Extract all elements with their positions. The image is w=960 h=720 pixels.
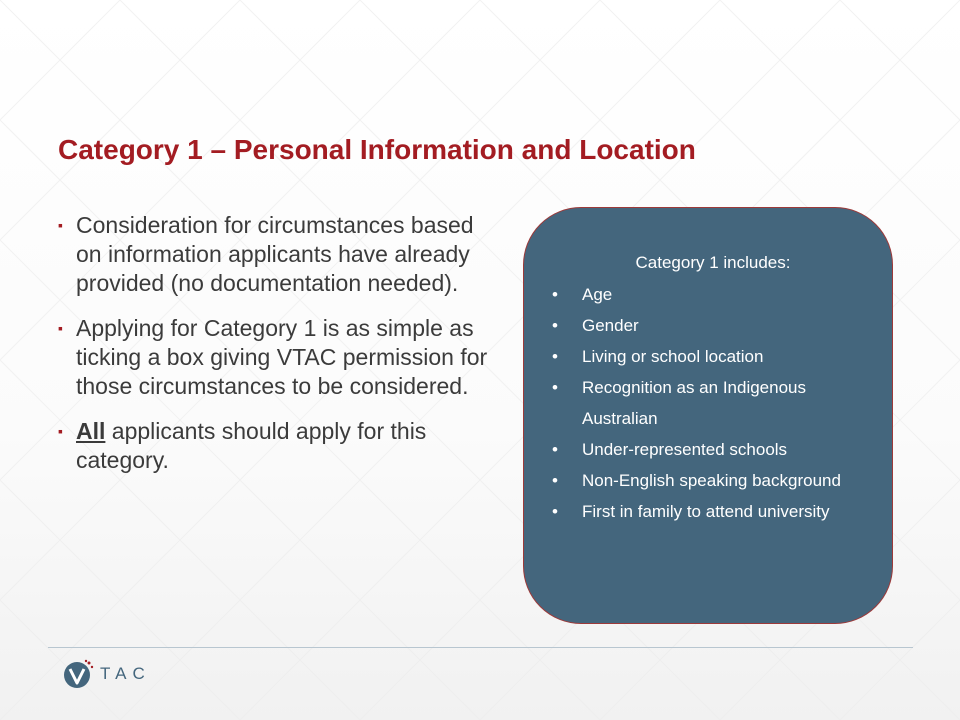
category-panel (523, 207, 893, 624)
panel-bullet: • (552, 285, 558, 304)
vtac-v-logo-icon (62, 658, 94, 690)
panel-bullet: • (552, 440, 558, 459)
bullet-text: applicants should apply for this category. (76, 418, 427, 473)
panel-list (550, 279, 868, 527)
bullet-text: Consideration for circumstances based on information applicants have already provided (no documentation needed). (76, 212, 474, 296)
panel-item-label: Recognition as an Indigenous Australian (582, 378, 806, 428)
panel-item-indigenous (550, 372, 868, 434)
panel-item-gender (550, 310, 868, 341)
panel-item-label: Non-English speaking background (582, 471, 841, 490)
panel-heading: Category 1 includes: (635, 253, 791, 272)
bullet-emphasis: All (76, 418, 106, 444)
panel-item-label: First in family to attend university (582, 502, 830, 521)
footer-divider (48, 647, 913, 648)
bullet-item (58, 211, 488, 298)
bullet-marker: ▪ (58, 217, 63, 233)
bullet-marker: ▪ (58, 320, 63, 336)
panel-item-age (550, 279, 868, 310)
panel-bullet: • (552, 502, 558, 521)
panel-item-location (550, 341, 868, 372)
panel-bullet: • (552, 378, 558, 397)
panel-bullet: • (552, 316, 558, 335)
bullet-item (58, 314, 488, 401)
panel-bullet: • (552, 471, 558, 490)
logo-text: TAC (100, 664, 151, 683)
bullet-list (58, 211, 488, 491)
panel-item-first-in-family (550, 496, 868, 527)
panel-item-language (550, 465, 868, 496)
panel-item-label: Under-represented schools (582, 440, 788, 459)
panel-item-label: Age (582, 285, 613, 304)
bullet-text: Applying for Category 1 is as simple as ticking a box giving VTAC permission for those circumstances to be considered. (76, 315, 488, 399)
slide-title: Category 1 – Personal Information and Location (58, 134, 696, 165)
bullet-marker: ▪ (58, 423, 63, 439)
panel-item-schools (550, 434, 868, 465)
panel-bullet: • (552, 347, 558, 366)
panel-item-label: Living or school location (582, 347, 764, 366)
vtac-logo (62, 658, 151, 690)
panel-item-label: Gender (582, 316, 639, 335)
bullet-item (58, 417, 488, 475)
